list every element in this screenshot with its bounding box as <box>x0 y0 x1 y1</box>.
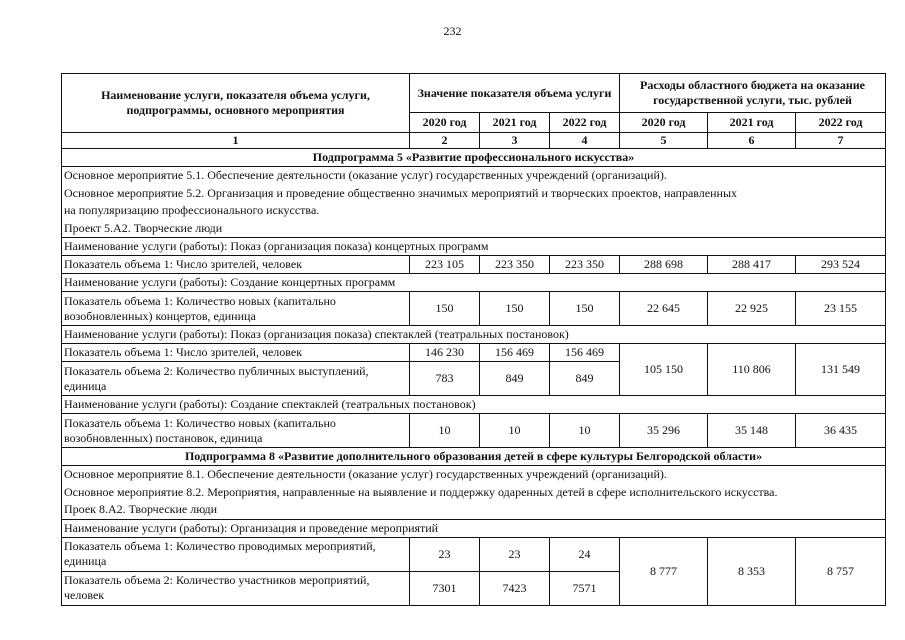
value-cell: 150 <box>410 292 480 326</box>
column-number: 5 <box>620 133 708 149</box>
expense-cell: 35 148 <box>708 414 796 448</box>
value-cell: 849 <box>480 362 550 396</box>
budget-table <box>61 73 886 606</box>
value-cell: 150 <box>480 292 550 326</box>
page-number: 232 <box>443 24 462 38</box>
expense-cell: 8 353 <box>708 537 796 605</box>
column-number: 6 <box>708 133 796 149</box>
indicator-label: Показатель объема 2: Количество участников мероприятий, человек <box>62 571 410 605</box>
value-cell: 223 350 <box>480 256 550 274</box>
activities-block <box>62 167 886 238</box>
value-cell: 150 <box>550 292 620 326</box>
column-number: 3 <box>480 133 550 149</box>
activity-line: Проек 8.А2. Творческие люди <box>64 502 218 516</box>
expense-cell: 105 150 <box>620 344 708 396</box>
value-cell: 223 350 <box>550 256 620 274</box>
activity-line: Основное мероприятие 5.2. Организация и проведение общественно значимых мероприятий и творческих проектов, направленных <box>64 185 738 200</box>
table-row <box>62 414 886 448</box>
activity-line: Основное мероприятие 5.1. Обеспечение деятельности (оказание услуг) государственных учреждений (организаций). <box>64 168 667 182</box>
value-cell: 7423 <box>480 571 550 605</box>
value-cell: 223 105 <box>410 256 480 274</box>
indicator-label: Показатель объема 2: Количество публичных выступлений, единица <box>62 362 410 396</box>
value-cell: 146 230 <box>410 344 480 362</box>
table-row <box>62 537 886 571</box>
table-row <box>62 292 886 326</box>
service-name: Наименование услуги (работы): Показ (организация показа) спектаклей (театральных постановок) <box>62 326 886 344</box>
expense-cell: 23 155 <box>796 292 886 326</box>
header-year: 2020 год <box>620 113 708 133</box>
expense-cell: 35 296 <box>620 414 708 448</box>
header-year: 2020 год <box>410 113 480 133</box>
value-cell: 7571 <box>550 571 620 605</box>
indicator-label: Показатель объема 1: Количество новых (капитально возобновленных) концертов, единица <box>62 292 410 326</box>
expense-cell: 8 777 <box>620 537 708 605</box>
indicator-label: Показатель объема 1: Количество проводимых мероприятий, единица <box>62 537 410 571</box>
value-cell: 23 <box>410 537 480 571</box>
header-year: 2021 год <box>480 113 550 133</box>
activity-line: Основное мероприятие 8.2. Мероприятия, направленные на выявление и поддержку одаренных детей в сфере исполнительского искусства. <box>64 484 778 499</box>
value-cell: 156 469 <box>550 344 620 362</box>
expense-cell: 110 806 <box>708 344 796 396</box>
header-year: 2021 год <box>708 113 796 133</box>
column-number: 4 <box>550 133 620 149</box>
value-cell: 10 <box>550 414 620 448</box>
expense-cell: 288 417 <box>708 256 796 274</box>
service-name: Наименование услуги (работы): Создание концертных программ <box>62 274 886 292</box>
column-number: 1 <box>62 133 410 149</box>
expense-cell: 131 549 <box>796 344 886 396</box>
activity-line: Проект 5.А2. Творческие люди <box>64 220 223 235</box>
activity-line: на популяризацию профессионального искусства. <box>64 203 320 217</box>
header-expense-group: Расходы областного бюджета на оказание государственной услуги, тыс. рублей <box>620 74 886 113</box>
indicator-label: Показатель объема 1: Число зрителей, человек <box>62 344 410 362</box>
expense-cell: 8 757 <box>796 537 886 605</box>
table-row <box>62 344 886 362</box>
header-value-group: Значение показателя объема услуги <box>410 74 620 113</box>
expense-cell: 22 925 <box>708 292 796 326</box>
activity-line: Основное мероприятие 8.1. Обеспечение деятельности (оказание услуг) государственных учреждений (организаций). <box>64 467 667 481</box>
value-cell: 10 <box>410 414 480 448</box>
expense-cell: 22 645 <box>620 292 708 326</box>
subprogram-title: Подпрограмма 5 «Развитие профессионального искусства» <box>62 149 886 167</box>
header-name-column: Наименование услуги, показателя объема услуги, подпрограммы, основного мероприятия <box>62 74 410 133</box>
column-number: 2 <box>410 133 480 149</box>
table-row <box>62 256 886 274</box>
value-cell: 783 <box>410 362 480 396</box>
service-name: Наименование услуги (работы): Создание спектаклей (театральных постановок) <box>62 396 886 414</box>
value-cell: 156 469 <box>480 344 550 362</box>
value-cell: 23 <box>480 537 550 571</box>
header-year: 2022 год <box>796 113 886 133</box>
value-cell: 849 <box>550 362 620 396</box>
service-name: Наименование услуги (работы): Организация и проведение мероприятий <box>62 519 886 537</box>
subprogram-title: Подпрограмма 8 «Развитие дополнительного образования детей в сфере культуры Белгородской области» <box>62 448 886 466</box>
value-cell: 10 <box>480 414 550 448</box>
expense-cell: 36 435 <box>796 414 886 448</box>
activities-block <box>62 466 886 520</box>
column-number: 7 <box>796 133 886 149</box>
expense-cell: 288 698 <box>620 256 708 274</box>
header-year: 2022 год <box>550 113 620 133</box>
expense-cell: 293 524 <box>796 256 886 274</box>
indicator-label: Показатель объема 1: Число зрителей, человек <box>62 256 410 274</box>
service-name: Наименование услуги (работы): Показ (организация показа) концертных программ <box>62 238 886 256</box>
value-cell: 7301 <box>410 571 480 605</box>
indicator-label: Показатель объема 1: Количество новых (капитально возобновленных) постановок, единица <box>62 414 410 448</box>
value-cell: 24 <box>550 537 620 571</box>
